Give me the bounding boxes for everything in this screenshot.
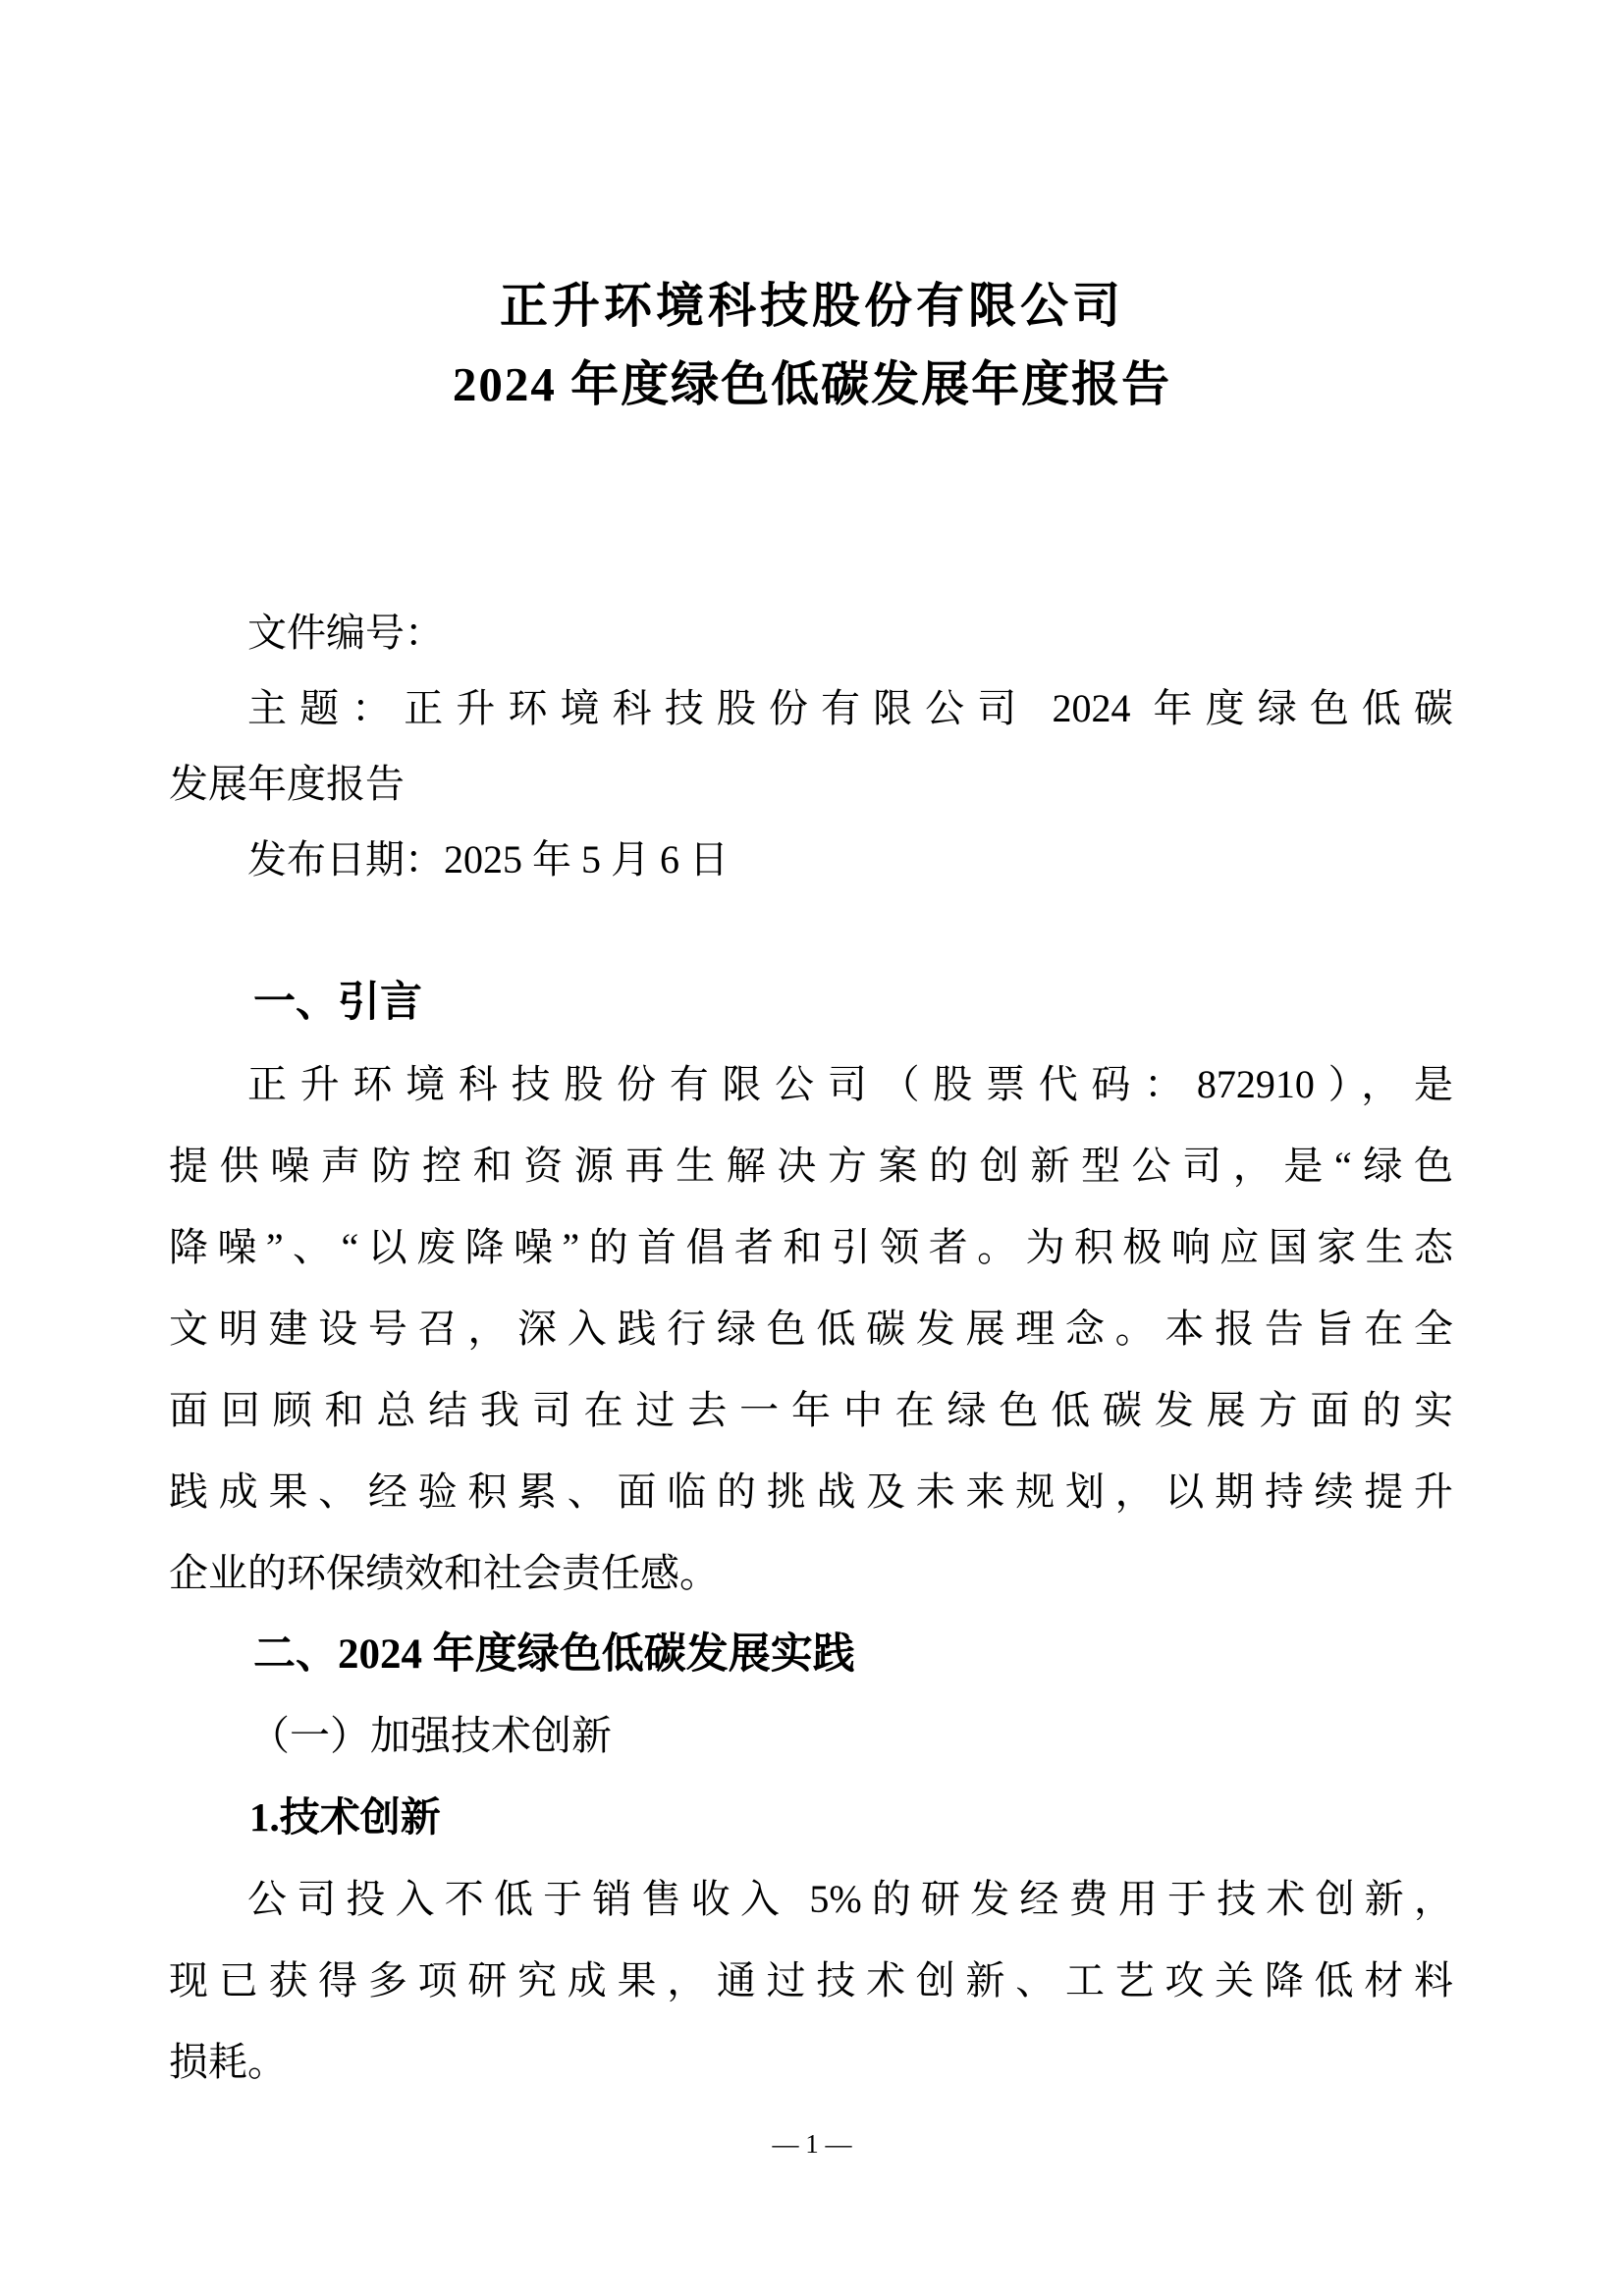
meta-publish-date: 发布日期：2025 年 5 月 6 日 [247, 837, 729, 881]
document-meta [169, 595, 1453, 897]
numbered-heading-tech-innovation: 1.技术创新 [249, 1794, 441, 1840]
document-title [0, 267, 1624, 424]
page-number: — 1 — [772, 2129, 852, 2159]
document-title-line1: 正升环境科技股份有限公司 [499, 280, 1124, 333]
intro-paragraph-line: 面回顾和总结我司在过去一年中在绿色低碳发展方面的实 [169, 1388, 1453, 1432]
section-heading-intro: 一、引言 [253, 979, 422, 1026]
intro-paragraph-line: 践成果、经验积累、面临的挑战及未来规划，以期持续提升 [169, 1469, 1453, 1514]
intro-paragraph-line: 降噪”、“以废降噪”的首倡者和引领者。为积极响应国家生态 [169, 1225, 1453, 1269]
intro-paragraph-line: 提供噪声防控和资源再生解决方案的创新型公司，是“绿色 [169, 1144, 1453, 1188]
subsection-heading-tech-innovation: （一）加强技术创新 [249, 1713, 612, 1758]
intro-paragraph-line: 文明建设号召，深入践行绿色低碳发展理念。本报告旨在全 [169, 1307, 1453, 1351]
intro-paragraph-line: 企业的环保绩效和社会责任感。 [169, 1551, 719, 1595]
document-body [169, 962, 1453, 2103]
practice-paragraph-line: 公司投入不低于销售收入 5%的研发经费用于技术创新， [247, 1877, 1453, 1921]
meta-subject-line1: 主题：正升环境科技股份有限公司 2024 年度绿色低碳 [247, 686, 1453, 730]
meta-file-number: 文件编号： [247, 611, 444, 655]
meta-subject-line2: 发展年度报告 [169, 762, 405, 806]
practice-paragraph-line: 现已获得多项研究成果，通过技术创新、工艺攻关降低材料 [169, 1958, 1453, 2002]
practice-paragraph-line: 损耗。 [169, 2040, 287, 2084]
document-title-line2: 2024 年度绿色低碳发展年度报告 [452, 357, 1172, 411]
section-heading-practice: 二、2024 年度绿色低碳发展实践 [253, 1631, 855, 1678]
intro-paragraph-line: 正升环境科技股份有限公司（股票代码：872910），是 [247, 1062, 1453, 1106]
